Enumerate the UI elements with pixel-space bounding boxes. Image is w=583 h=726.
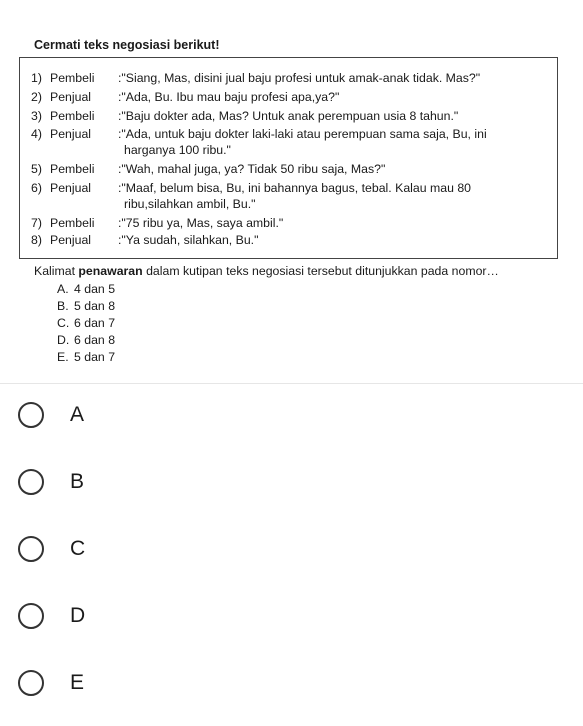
option-text: 4 dan 5 <box>74 282 116 296</box>
choice-label[interactable]: A <box>70 403 85 426</box>
speaker: Penjual <box>50 90 92 104</box>
radio-button[interactable] <box>18 469 44 495</box>
line-number: 7) <box>31 216 42 230</box>
option-letter: A. <box>57 282 69 296</box>
speaker: Pembeli <box>50 216 95 230</box>
prompt-text: Kalimat <box>34 264 79 278</box>
answer-choice-b[interactable] <box>0 469 583 525</box>
option-text: 5 dan 8 <box>74 299 116 313</box>
option-line <box>57 282 115 296</box>
option-text: 6 dan 8 <box>74 333 116 347</box>
radio-button[interactable] <box>18 603 44 629</box>
speaker: Pembeli <box>50 162 95 176</box>
utterance: :"Maaf, belum bisa, Bu, ini bahannya bagus, tebal. Kalau mau 80 <box>118 181 472 195</box>
utterance: :"Baju dokter ada, Mas? Untuk anak perempuan usia 8 tahun." <box>118 109 459 123</box>
utterance-continuation: harganya 100 ribu." <box>124 143 231 157</box>
divider <box>0 383 583 384</box>
prompt-keyword: penawaran <box>78 264 143 278</box>
option-letter: D. <box>57 333 70 347</box>
speaker: Pembeli <box>50 109 95 123</box>
answer-choice-c[interactable] <box>0 536 583 592</box>
choice-label[interactable]: B <box>70 470 85 493</box>
question-prompt <box>34 264 499 278</box>
speaker: Pembeli <box>50 71 95 85</box>
utterance-continuation: ribu,silahkan ambil, Bu." <box>124 197 256 211</box>
line-number: 1) <box>31 71 42 85</box>
answer-choice-e[interactable] <box>0 670 583 726</box>
answer-choice-d[interactable] <box>0 603 583 659</box>
prompt-text: dalam kutipan teks negosiasi tersebut ditunjukkan pada nomor… <box>142 264 499 278</box>
dialog-box <box>19 57 558 259</box>
option-letter: E. <box>57 350 69 364</box>
option-line <box>57 299 115 313</box>
utterance: :"75 ribu ya, Mas, saya ambil." <box>118 216 284 230</box>
option-line <box>57 350 115 364</box>
choice-label[interactable]: D <box>70 604 86 627</box>
speaker: Penjual <box>50 233 92 247</box>
option-line <box>57 333 115 347</box>
option-letter: C. <box>57 316 70 330</box>
radio-button[interactable] <box>18 536 44 562</box>
radio-button[interactable] <box>18 670 44 696</box>
option-text: 5 dan 7 <box>74 350 116 364</box>
choice-label[interactable]: E <box>70 671 85 694</box>
choice-label[interactable]: C <box>70 537 86 560</box>
utterance: :"Ya sudah, silahkan, Bu." <box>118 233 259 247</box>
radio-button[interactable] <box>18 402 44 428</box>
option-text: 6 dan 7 <box>74 316 116 330</box>
line-number: 6) <box>31 181 42 195</box>
speaker: Penjual <box>50 181 92 195</box>
answer-choice-a[interactable] <box>0 402 583 458</box>
line-number: 2) <box>31 90 42 104</box>
line-number: 3) <box>31 109 42 123</box>
speaker: Penjual <box>50 127 92 141</box>
option-letter: B. <box>57 299 69 313</box>
line-number: 5) <box>31 162 42 176</box>
line-number: 4) <box>31 127 42 141</box>
utterance: :"Ada, untuk baju dokter laki-laki atau perempuan sama saja, Bu, ini <box>118 127 487 141</box>
line-number: 8) <box>31 233 42 247</box>
option-line <box>57 316 115 330</box>
utterance: :"Siang, Mas, disini jual baju profesi untuk amak-anak tidak. Mas?" <box>118 71 481 85</box>
utterance: :"Wah, mahal juga, ya? Tidak 50 ribu saja, Mas?" <box>118 162 386 176</box>
question-title: Cermati teks negosiasi berikut! <box>34 38 220 52</box>
utterance: :"Ada, Bu. Ibu mau baju profesi apa,ya?" <box>118 90 340 104</box>
